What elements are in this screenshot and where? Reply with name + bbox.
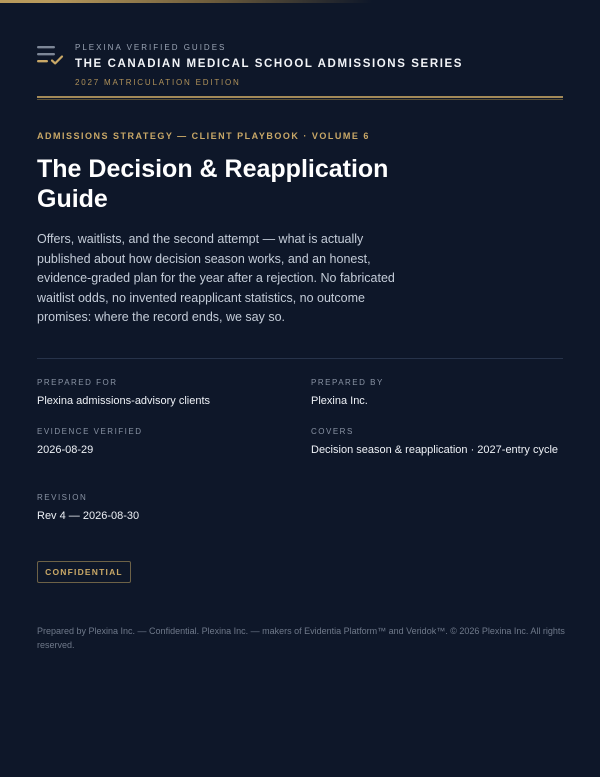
prepared-by-value: Plexina Inc. — [311, 395, 368, 407]
footer-notice: Prepared by Plexina Inc. — Confidential. Plexina Inc. — makers of Evidentia Platform™ and Veridok™. © 2026 Plexina Inc. All rights reserved. — [37, 626, 565, 650]
covers-label: COVERS — [311, 427, 354, 436]
volume-kicker: ADMISSIONS STRATEGY — CLIENT PLAYBOOK · VOLUME 6 — [37, 131, 370, 141]
prepared-for-value: Plexina admissions-advisory clients — [37, 395, 211, 407]
header-divider — [37, 96, 563, 98]
evidence-verified-label: EVIDENCE VERIFIED — [37, 427, 143, 436]
page-title: The Decision & Reapplication Guide — [37, 155, 389, 213]
prepared-by-label: PREPARED BY — [311, 378, 384, 387]
evidence-verified-value: 2026-08-29 — [37, 444, 94, 456]
covers-value: Decision season & reapplication · 2027-entry cycle — [311, 444, 559, 456]
prepared-for-label: PREPARED FOR — [37, 378, 118, 387]
edition-label: 2027 MATRICULATION EDITION — [75, 78, 241, 87]
checklist-icon — [37, 45, 65, 65]
brand-eyebrow: PLEXINA VERIFIED GUIDES — [75, 43, 227, 52]
revision-value: Rev 4 — 2026-08-30 — [37, 510, 140, 522]
revision-label: REVISION — [37, 493, 88, 502]
section-divider — [37, 358, 563, 359]
header-divider-shadow — [37, 99, 563, 100]
confidential-badge: CONFIDENTIAL — [37, 561, 131, 583]
lede-paragraph: Offers, waitlists, and the second attempt — what is actually published about how decision season works, and an honest, evidence-graded plan for the year after a rejection. No fabricated waitlist odds, no invented reapplicant statistics, no outcome promises: where the record ends, we say so. — [37, 232, 395, 324]
series-title: THE CANADIAN MEDICAL SCHOOL ADMISSIONS SERIES — [75, 58, 464, 70]
